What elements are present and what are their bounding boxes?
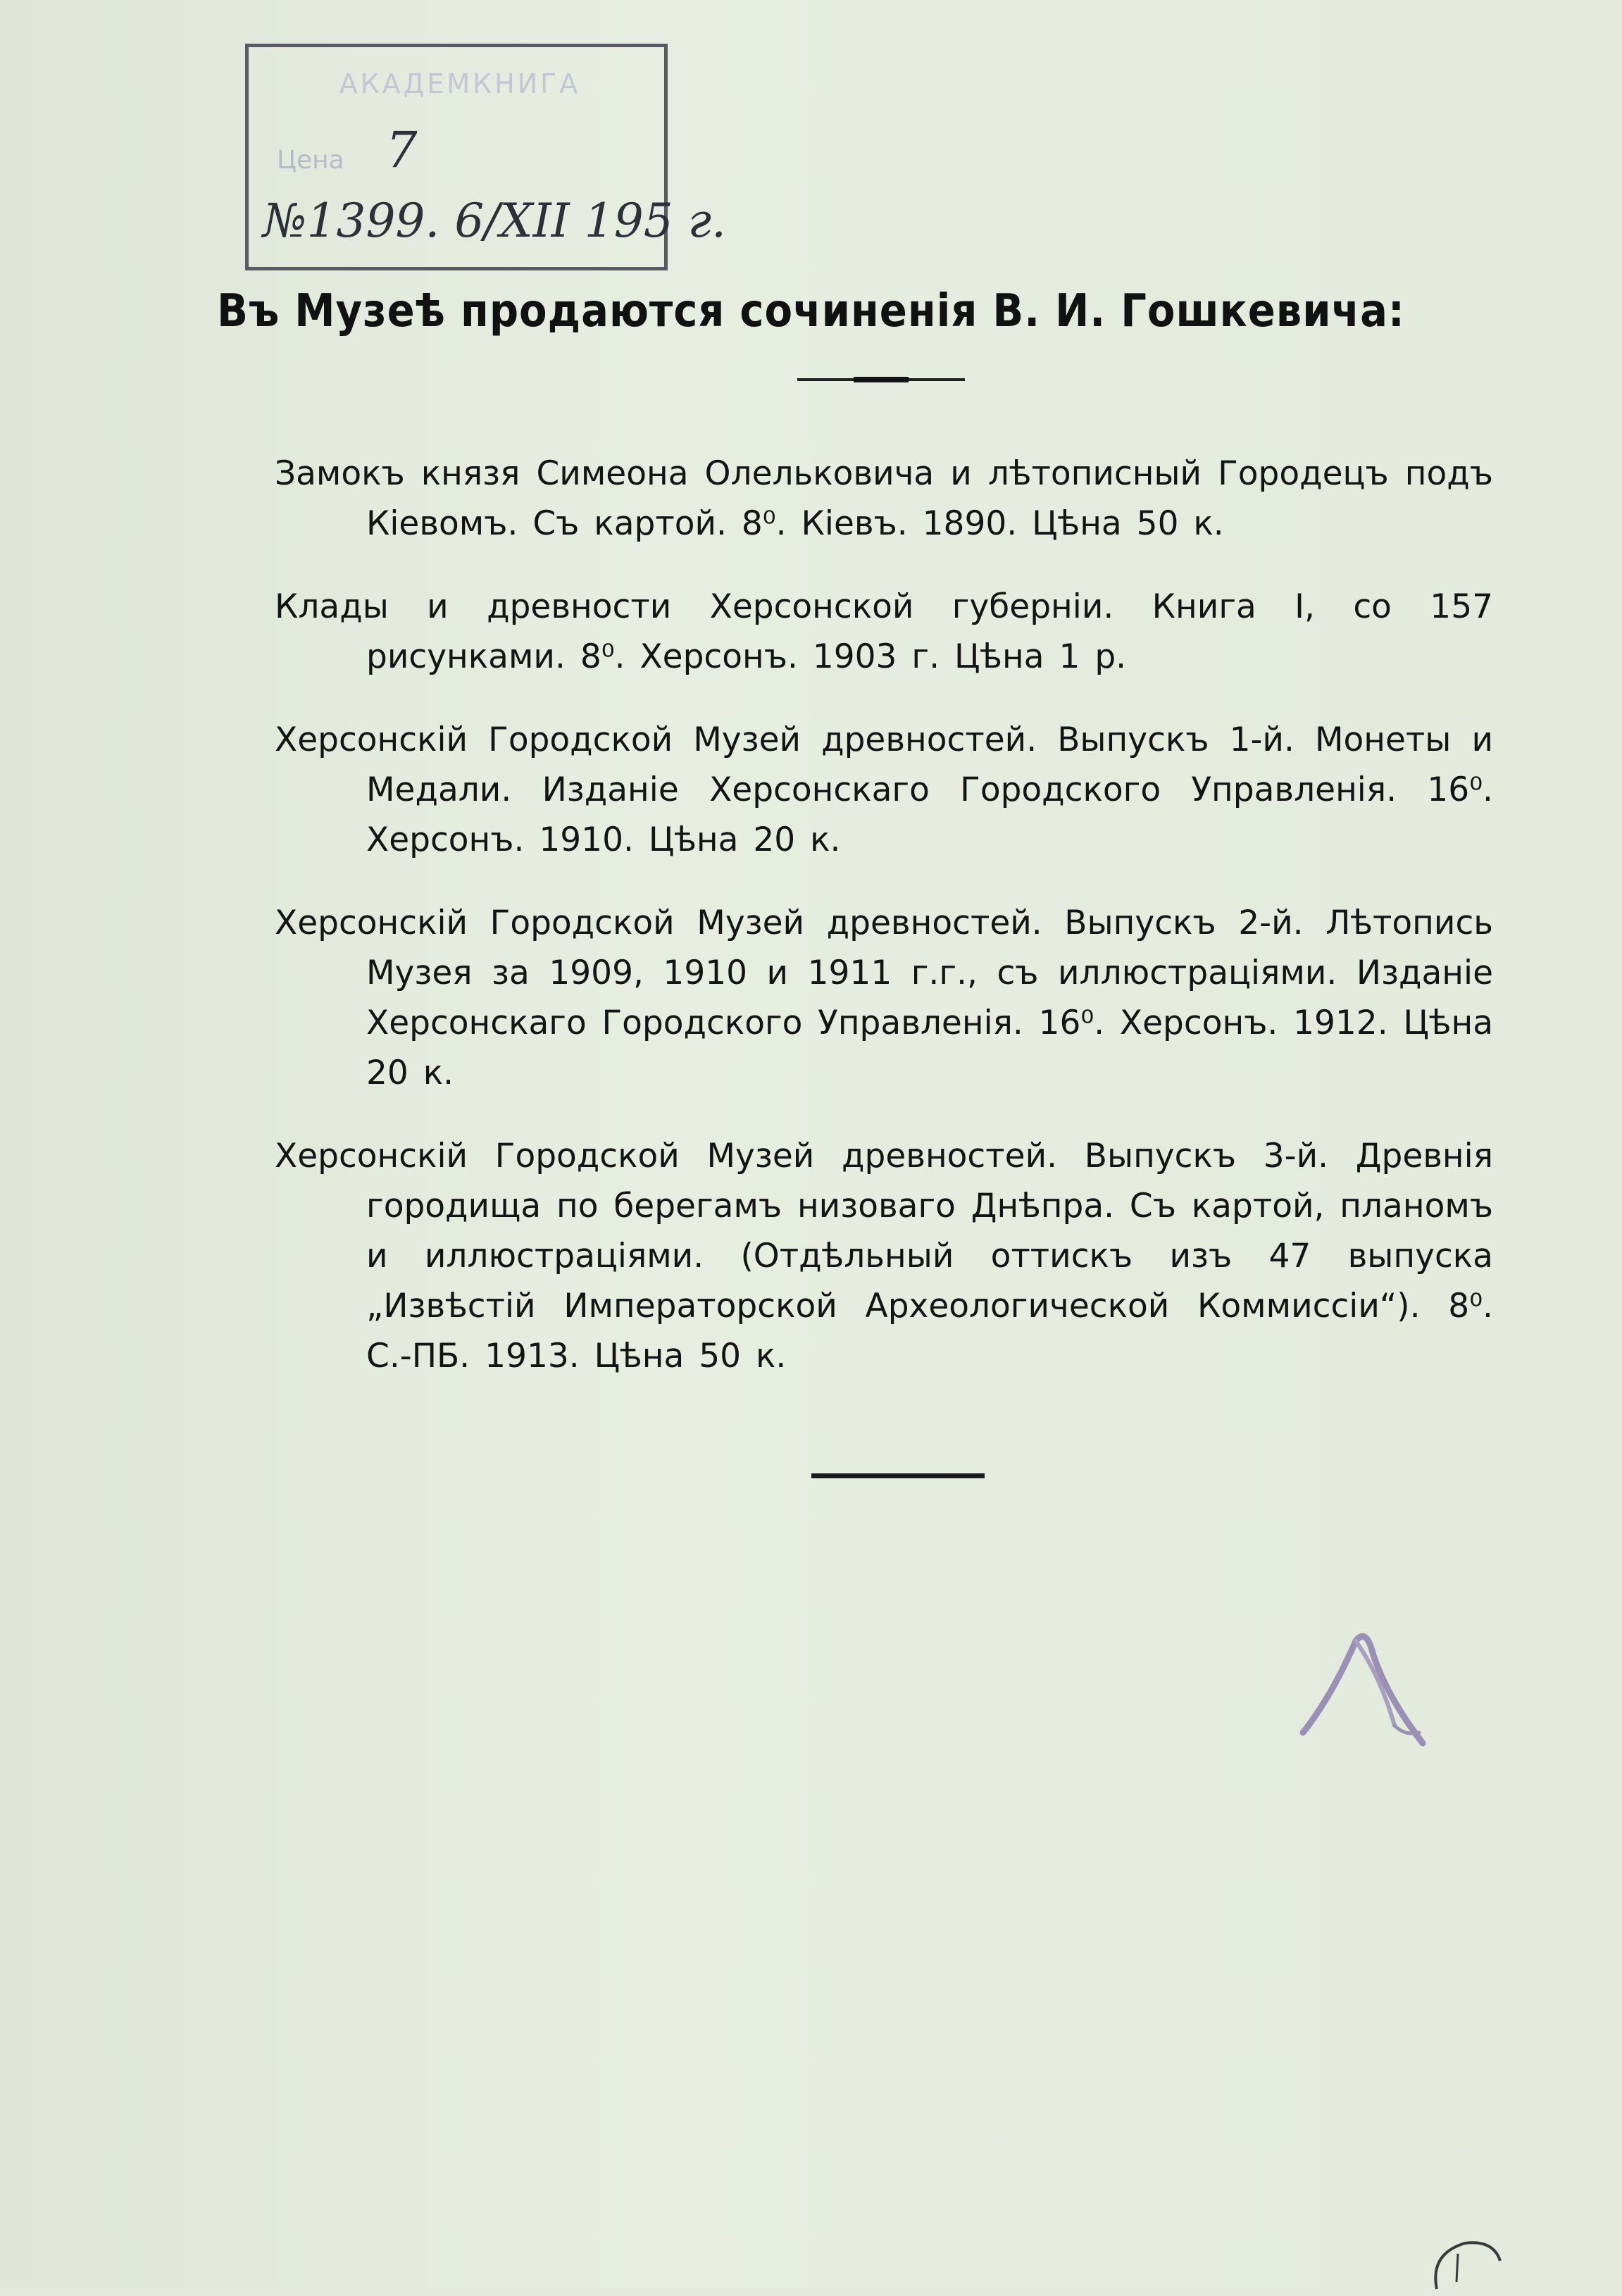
- book-list: [275, 416, 1493, 1402]
- book-entry: Херсонскій Городской Музей древностей. Выпускъ 2-й. Лѣтопись Музея за 1909, 1910 и 1911 г.г., съ иллюстраціями. Изданіе Херсонскаго Городского Управленія. 16⁰. Херсонъ. 1912. Цѣна 20 к.: [275, 904, 1493, 1092]
- corner-mark: [1423, 2233, 1507, 2296]
- page-heading: Въ Музеѣ продаются сочиненія В. И. Гошкевича:: [217, 285, 1405, 337]
- pencil-signature-mark: [1289, 1613, 1465, 1754]
- book-entry: Херсонскій Городской Музей древностей. Выпускъ 1-й. Монеты и Медали. Изданіе Херсонскаго Городского Управленія. 16⁰. Херсонъ. 1910. Цѣна 20 к.: [275, 720, 1493, 859]
- library-stamp: [245, 44, 727, 270]
- stamp-price-label: Цена: [277, 146, 344, 175]
- stamp-handwritten-number: 7: [386, 121, 418, 179]
- stamp-handwritten-line: №1399. 6/XII 195 г.: [263, 194, 727, 248]
- book-entry: Херсонскій Городской Музей древностей. Выпускъ 3-й. Древнія городища по берегамъ низоваго Днѣпра. Съ картой, планомъ и иллюстраціями. (Отдѣльный оттискъ изъ 47 выпуска „Извѣстій Императорской Археологической Коммиссіи“). 8⁰. С.-ПБ. 1913. Цѣна 50 к.: [275, 1137, 1493, 1375]
- closing-divider: [811, 1473, 985, 1478]
- heading-divider: [797, 378, 965, 381]
- stamp-org: АКАДЕМКНИГА: [339, 68, 581, 99]
- book-entry: Клады и древности Херсонской губерніи. Книга I, со 157 рисунками. 8⁰. Херсонъ. 1903 г. Цѣна 1 р.: [275, 587, 1493, 676]
- book-entry: Замокъ князя Симеона Олельковича и лѣтописный Городецъ подъ Кіевомъ. Съ картой. 8⁰. Кіевъ. 1890. Цѣна 50 к.: [275, 454, 1493, 543]
